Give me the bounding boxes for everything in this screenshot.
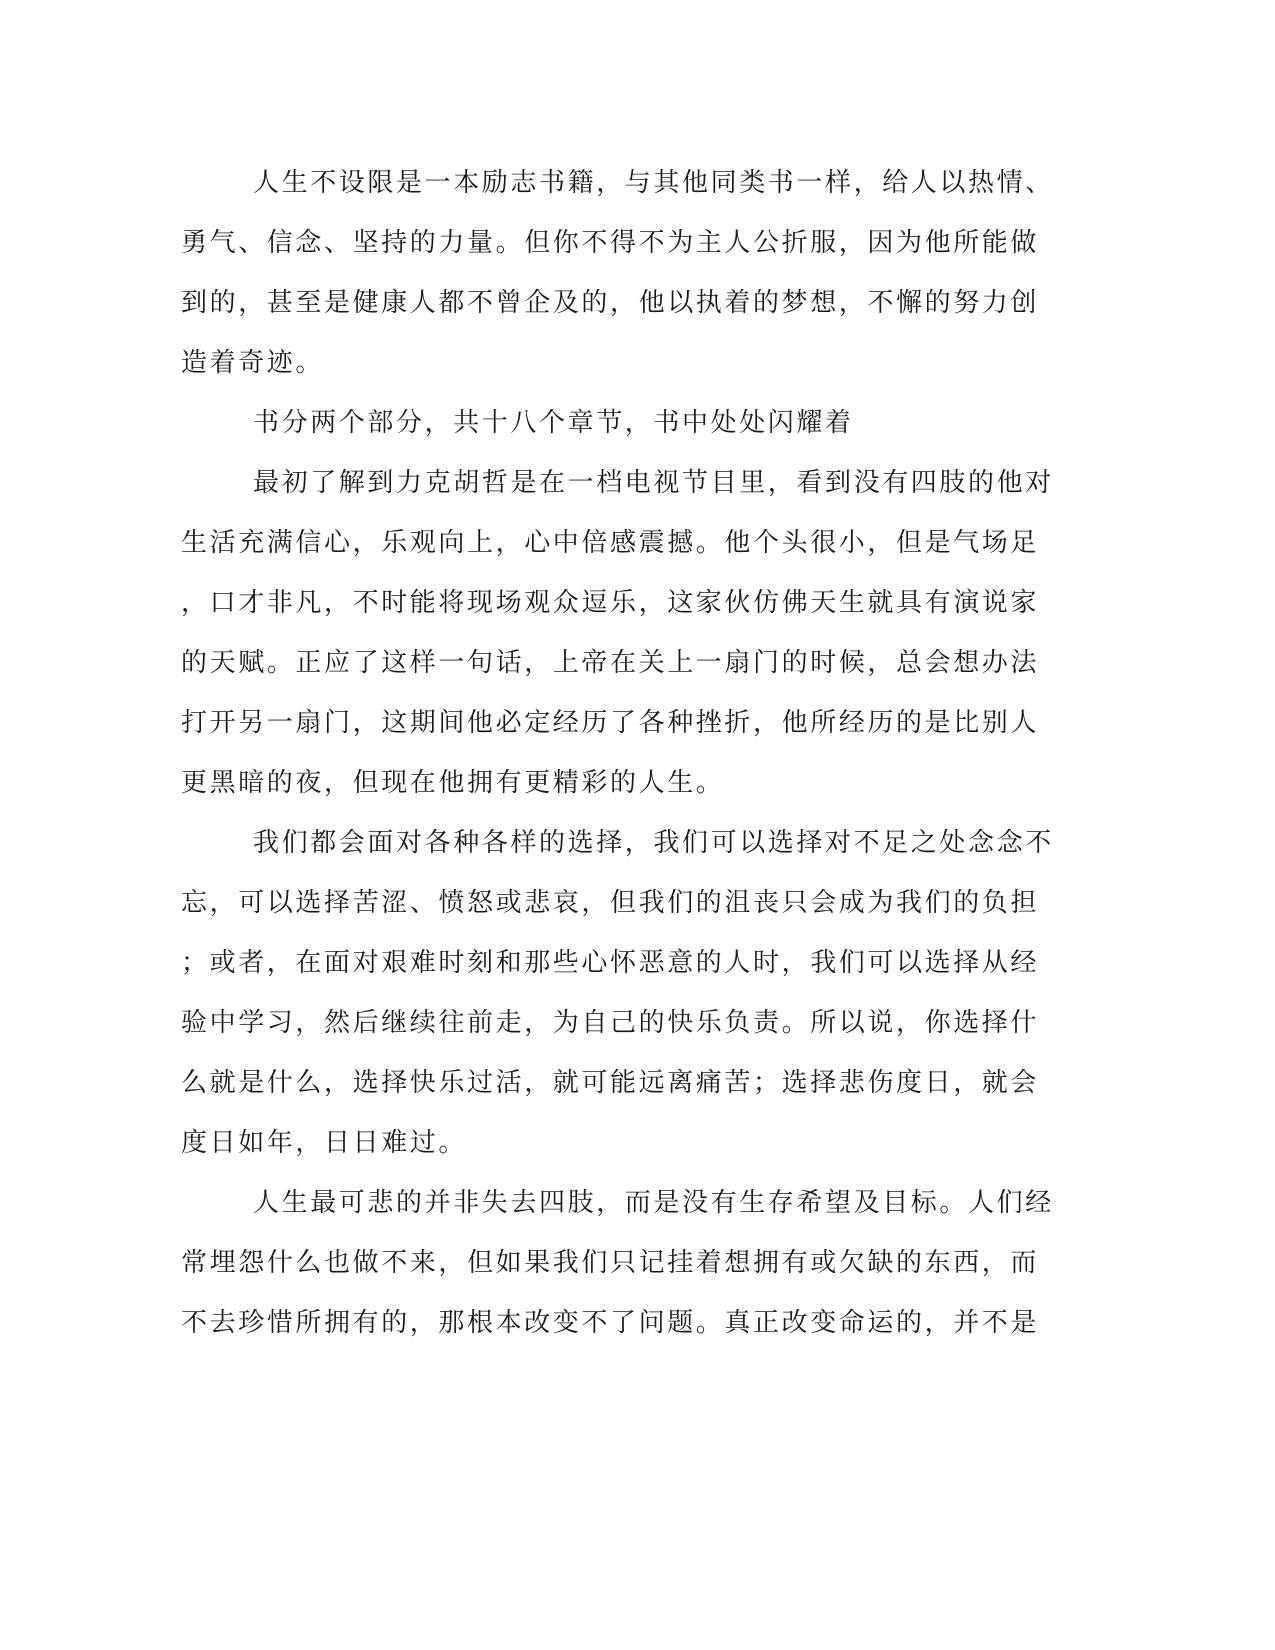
paragraph [181,393,1049,453]
text-line: 最初了解到力克胡哲是在一档电视节目里，看到没有四肢的他对 [253,468,1054,498]
text-line: 我们都会面对各种各样的选择，我们可以选择对不足之处念念不 [253,828,1054,858]
text-line: 造着奇迹。 [181,348,325,378]
text-line: 的天赋。正应了这样一句话，上帝在关上一扇门的时候，总会想办法 [181,648,1040,678]
paragraph [181,1173,1054,1353]
text-line: 到的，甚至是健康人都不曾企及的，他以执着的梦想，不懈的努力创 [181,288,1040,318]
paragraph [181,813,1054,1173]
text-line: 忘，可以选择苦涩、愤怒或悲哀，但我们的沮丧只会成为我们的负担 [181,888,1040,918]
text-line: ，口才非凡，不时能将现场观众逗乐，这家伙仿佛天生就具有演说家 [181,588,1040,618]
text-line: 打开另一扇门，这期间他必定经历了各种挫折，他所经历的是比别人 [181,708,1040,738]
text-line: 常埋怨什么也做不来，但如果我们只记挂着想拥有或欠缺的东西，而 [181,1248,1040,1278]
text-line: 更黑暗的夜，但现在他拥有更精彩的人生。 [181,768,725,798]
paragraph [181,453,1054,813]
paragraph [181,153,1054,393]
text-line: 人生最可悲的并非失去四肢，而是没有生存希望及目标。人们经 [253,1188,1054,1218]
text-line: 度日如年，日日难过。 [181,1128,468,1158]
text-line: 勇气、信念、坚持的力量。但你不得不为主人公折服，因为他所能做 [181,228,1040,258]
text-line: 生活充满信心，乐观向上，心中倍感震撼。他个头很小，但是气场足 [181,528,1040,558]
text-line: 不去珍惜所拥有的，那根本改变不了问题。真正改变命运的，并不是 [181,1308,1040,1338]
text-line: ；或者，在面对艰难时刻和那些心怀恶意的人时，我们可以选择从经 [181,948,1040,978]
document-body [181,153,1054,1353]
text-line: 书分两个部分，共十八个章节，书中处处闪耀着 [253,408,854,438]
text-line: 验中学习，然后继续往前走，为自己的快乐负责。所以说，你选择什 [181,1008,1040,1038]
text-line: 人生不设限是一本励志书籍，与其他同类书一样，给人以热情、 [253,168,1054,198]
text-line: 么就是什么，选择快乐过活，就可能远离痛苦；选择悲伤度日，就会 [181,1068,1040,1098]
